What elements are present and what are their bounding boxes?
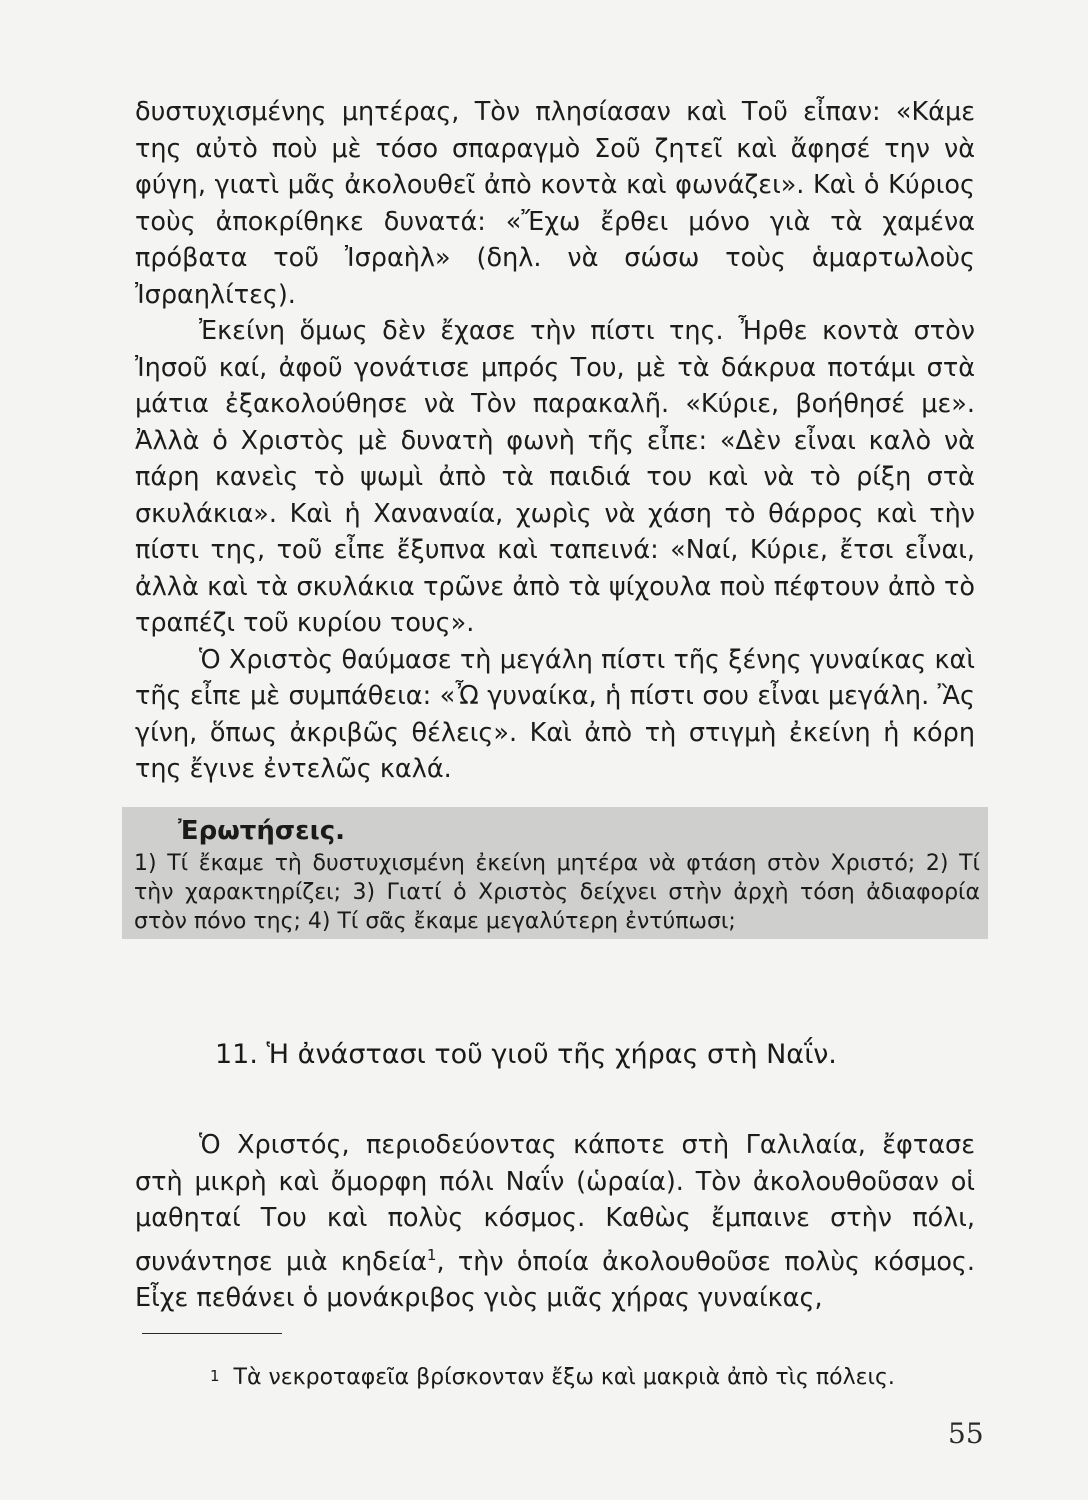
page-number: 55 [948,1417,984,1450]
footnote-reference: 1 [426,1245,437,1264]
footnote-mark: 1 [210,1367,220,1385]
footnote-divider [142,1333,282,1334]
footnote-text: Τὰ νεκροταφεῖα βρίσκονταν ἔξω καὶ μακριὰ ἀπὸ τὶς πόλεις. [233,1365,895,1390]
questions-heading: Ἐρωτήσεις. [178,816,346,846]
main-text-bottom [135,1127,975,1317]
paragraph-4-part-1: Ὁ Χριστός, περιοδεύοντας κάποτε στὴ Γαλιλαία, ἔφτασε στὴ μικρὴ καὶ ὄμορφη πόλι Ναΐν (ὡραία). Τὸν ἀκολουθοῦσαν οἱ μαθηταί Του καὶ πολὺς κόσμος. Καθὼς ἔμπαινε στὴν πόλι, συνάντησε μιὰ κηδεία [135,1130,975,1277]
questions-text: 1) Τί ἔκαμε τὴ δυστυχισμένη ἐκείνη μητέρα νὰ φτάση στὸν Χριστό; 2) Τί τὴν χαρακτηρίζει; 3) Γιατί ὁ Χριστὸς δείχνει στὴν ἀρχὴ τόση ἀδιαφορία στὸν πόνο της; 4) Τί σᾶς ἔκαμε μεγαλύτερη ἐντύπωσι; [134,851,980,934]
paragraph-1: δυστυχισμένης μητέρας, Τὸν πλησίασαν καὶ Τοῦ εἶπαν: «Κάμε της αὐτὸ ποὺ μὲ τόσο σπαραγμὸ Σοῦ ζητεῖ καὶ ἄφησέ την νὰ φύγη, γιατὶ μᾶς ἀκολουθεῖ ἀπὸ κοντὰ καὶ φωνάζει». Καὶ ὁ Κύριος τοὺς ἀποκρίθηκε δυνατά: «Ἔχω ἔρθει μόνο γιὰ τὰ χαμένα πρόβατα τοῦ Ἰσραὴλ» (δηλ. νὰ σώσω τοὺς ἁμαρτωλοὺς Ἰσραηλίτες). [135,97,975,310]
main-text-top [135,94,975,788]
paragraph-3: Ὁ Χριστὸς θαύμασε τὴ μεγάλη πίστι τῆς ξένης γυναίκας καὶ τῆς εἶπε μὲ συμπάθεια: «Ὦ γυναίκα, ἡ πίστι σου εἶναι μεγάλη. Ἂς γίνη, ὅπως ἀκριβῶς θέλεις». Καὶ ἀπὸ τὴ στιγμὴ ἐκείνη ἡ κόρη της ἔγινε ἐντελῶς καλά. [135,644,975,784]
paragraph-4-part-2: , τὴν ὁποία ἀκολουθοῦσε πολὺς κόσμος. Εἶχε πεθάνει ὁ μονάκριβος γιὸς μιᾶς χήρας γυναίκας, [135,1246,975,1313]
section-heading: 11. Ἡ ἀνάστασι τοῦ γιοῦ τῆς χήρας στὴ Ναΐν. [215,1039,837,1070]
questions-box [122,807,988,939]
footnote [210,1362,895,1392]
paragraph-4 [135,1127,975,1317]
paragraph-2: Ἐκείνη ὅμως δὲν ἔχασε τὴν πίστι της. Ἦρθε κοντὰ στὸν Ἰησοῦ καί, ἀφοῦ γονάτισε μπρός Του, μὲ τὰ δάκρυα ποτάμι στὰ μάτια ἐξακολούθησε νὰ Τὸν παρακαλῆ. «Κύριε, βοήθησέ με». Ἀλλὰ ὁ Χριστὸς μὲ δυνατὴ φωνὴ τῆς εἶπε: «Δὲν εἶναι καλὸ νὰ πάρη κανεὶς τὸ ψωμὶ ἀπὸ τὰ παιδιά του καὶ νὰ τὸ ρίξη στὰ σκυλάκια». Καὶ ἡ Χαναναία, χωρὶς νὰ χάση τὸ θάρρος καὶ τὴν πίστι της, τοῦ εἶπε ἔξυπνα καὶ ταπεινά: «Ναί, Κύριε, ἔτσι εἶναι, ἀλλὰ καὶ τὰ σκυλάκια τρῶνε ἀπὸ τὰ ψίχουλα ποὺ πέφτουν ἀπὸ τὸ τραπέζι τοῦ κυρίου τους». [135,316,975,638]
